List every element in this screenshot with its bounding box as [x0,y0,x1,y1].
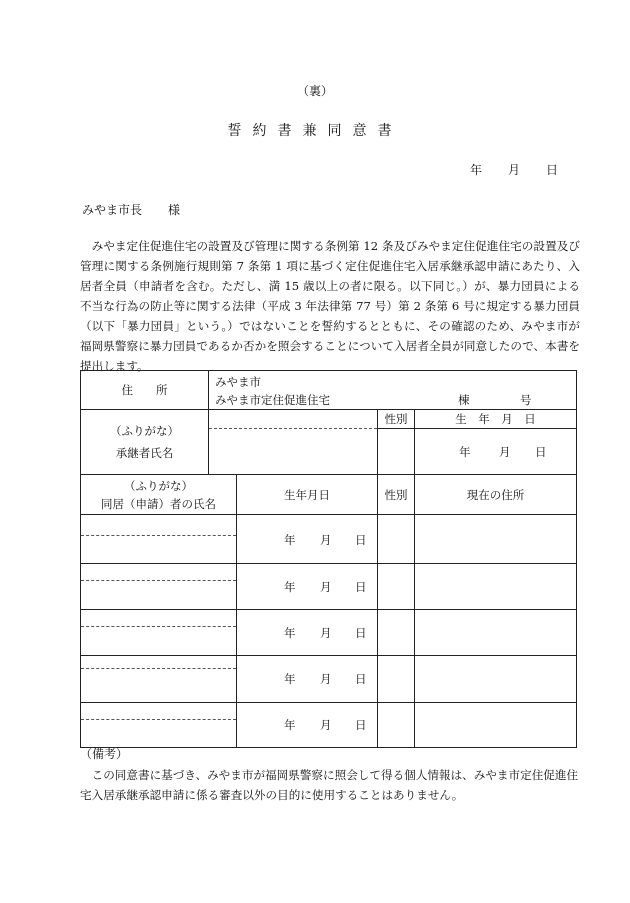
successor-birth-month: 月 [499,445,511,459]
document-title: 誓約書兼同意書 [227,123,403,139]
cohabitant-name-field[interactable] [81,564,237,610]
address-city: みやま市 [215,375,261,389]
birth-day: 日 [355,672,367,686]
furigana-divider [81,535,236,536]
successor-gender-birth-cell [378,410,577,475]
back-side-label: （裏） [296,84,333,98]
cohabitant-header-row [81,475,577,515]
cohabitant-name-label: 同居（申請）者の氏名 [101,496,216,511]
birth-month: 月 [320,626,332,640]
room-unit: 号 [520,393,532,407]
cohabitant-row [81,656,577,703]
successor-gender-field[interactable] [378,429,415,474]
cohabitant-address-field[interactable] [415,703,577,748]
birth-day: 日 [355,718,367,732]
successor-birth-year: 年 [459,445,471,459]
birth-day: 日 [355,580,367,594]
birth-year: 年 [284,533,296,547]
cohabitant-row [81,515,577,564]
cohabitant-birth-field[interactable] [237,564,378,610]
date-month: 月 [508,163,521,177]
cohabitant-address-field[interactable] [415,564,577,610]
cohabitant-label-cell [81,475,237,515]
birth-day: 日 [355,626,367,640]
cohabitant-gender-field[interactable] [378,703,415,748]
notes-paragraph: この同意書に基づき、みやま市が福岡県警察に照会して得る個人情報は、みやま市定住促進住宅入居承継承認申請に係る審査以外の目的に使用することはありません。 [80,768,579,802]
cohabitant-birth-field[interactable] [237,703,378,748]
cohabitant-name-field[interactable] [81,610,237,656]
successor-row [81,410,577,475]
cohabitant-furigana-label: （ふりがな） [124,478,193,493]
address-row [81,371,577,410]
furigana-divider [209,428,377,429]
cohabitant-address-field[interactable] [415,610,577,656]
birth-year: 年 [284,718,296,732]
cohabitant-address-field[interactable] [415,656,577,703]
cohabitant-gender-field[interactable] [378,656,415,703]
birth-month: 月 [320,533,332,547]
cohabitant-row [81,703,577,748]
notes-heading: （備考） [80,747,129,761]
successor-birth-day: 日 [535,445,547,459]
cohabitant-row [81,564,577,610]
cohabitant-gender-field[interactable] [378,515,415,564]
cohabitant-name-field[interactable] [81,656,237,703]
furigana-divider [81,668,236,669]
oath-paragraph: みやま定住促進住宅の設置及び管理に関する条例第 12 条及びみやま定住促進住宅の設置及び管理に関する条例施行規則第 7 条第 1 項に基づく定住促進住宅入居承継承認申請にあたり、入居者全員（申請者を含む。ただし、満 15 歳以上の者に限る。以下同じ。）が、暴力団員による不当な行為の防止等に関する法律（平成 3 年法律第 77 号）第 2 条第 6 号に規定する暴力団員（以下「暴力団員」という。）ではないことを誓約するとともに、その確認のため、みやま市が福岡県警察に暴力団員であるか否かを照会することについて入居者全員が同意したので、本書を提出します。 [80,239,580,373]
successor-name-field[interactable] [209,410,378,475]
col-address-header: 現在の住所 [415,475,577,515]
birth-month: 月 [320,718,332,732]
birth-month: 月 [320,672,332,686]
oath-body-text [80,236,580,376]
successor-name-label: 承継者氏名 [115,446,174,460]
notes-text [80,765,580,805]
furigana-divider [81,626,236,627]
address-cell[interactable] [209,371,577,410]
successor-birth-field[interactable] [415,429,576,474]
birth-day: 日 [355,533,367,547]
cohabitant-gender-field[interactable] [378,564,415,610]
addressee-honorific: 様 [168,203,181,217]
cohabitant-name-field[interactable] [81,703,237,748]
birth-year: 年 [284,672,296,686]
date-day: 日 [546,163,559,177]
birth-month: 月 [320,580,332,594]
date-line [470,161,558,178]
birth-label: 生 年 月 日 [415,410,576,429]
col-gender-header: 性別 [378,475,415,515]
cohabitant-birth-field[interactable] [237,656,378,703]
address-complex: みやま市定住促進住宅 [215,393,330,407]
birth-year: 年 [284,580,296,594]
cohabitant-birth-field[interactable] [237,610,378,656]
cohabitant-address-field[interactable] [415,515,577,564]
successor-furigana-label: （ふりがな） [110,424,179,438]
col-birth-header: 生年月日 [237,475,378,515]
cohabitant-birth-field[interactable] [237,515,378,564]
furigana-divider [81,719,236,720]
building-unit: 棟 [458,393,470,407]
applicant-form-table [80,370,577,748]
birth-year: 年 [284,626,296,640]
cohabitant-row [81,610,577,656]
cohabitant-gender-field[interactable] [378,610,415,656]
address-label: 住 所 [81,371,209,410]
cohabitant-name-field[interactable] [81,515,237,564]
addressee [82,201,180,218]
addressee-name: みやま市長 [82,203,143,217]
gender-label: 性別 [378,410,415,429]
date-year: 年 [470,163,483,177]
furigana-divider [81,580,236,581]
successor-label-cell [81,410,209,475]
